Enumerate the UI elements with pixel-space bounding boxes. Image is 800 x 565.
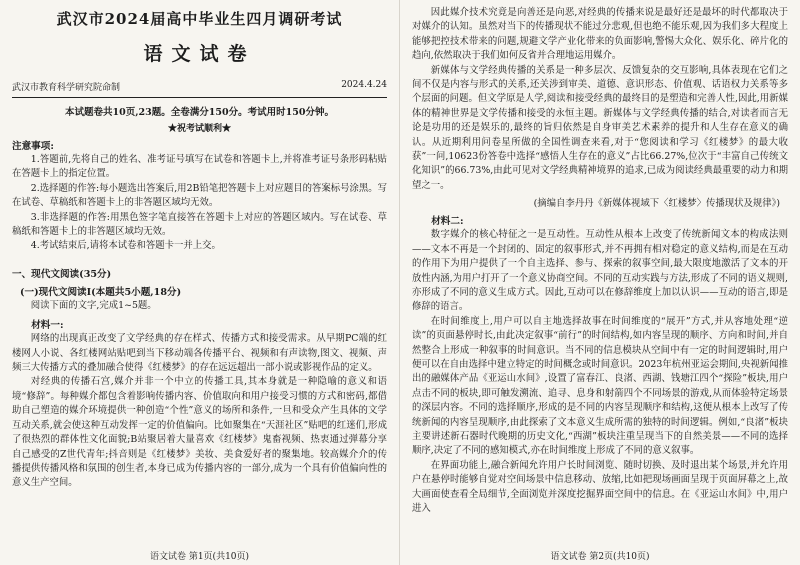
org-name: 武汉市教育科学研究院命制	[12, 83, 121, 93]
notice-item: 1.答题前,先将自己的姓名、准考证号填写在试卷和答题卡上,并将准考证号条形码粘贴在答题卡上的指定位置。	[12, 154, 387, 180]
notice-item: 3.非选择题的作答:用黑色签字笔直接答在答题卡上对应的答题区域内。写在试卷、草稿纸和答题卡上的非答题区域均无效。	[12, 211, 387, 238]
exam-wish: ★祝考试顺利★	[167, 124, 231, 134]
org-row	[12, 80, 387, 98]
paragraph: 对经典的传播石宫,媒介并非一个中立的传播工具,其本身就是一种隐喻的意义和语境“修辞”。每种媒介都包含着影响传播内容、价值取向和用户接受习惯的方式和密码,都借助自己塑造的媒介环境提供一种创造“个性”意义的场所和条件,一旦和受众产生具体的文学互动关系,就会使这种互动发挥一定的价值偏向。比如聚集在“天涯社区”贴吧的红迷们,形成了很热烈的群体性文化面貌;B站聚居着大量喜欢《红楼梦》鬼畜视频、热衷通过弹幕分享自己感受的Z世代青年;抖音则是《红楼梦》美妆、美食爱好者的聚集地。较高媒介介的传播提供传播风格和氛围的创生者,本身已成为传播内容的一部分,成为一个具有价值偏向性的意义生产空间。	[12, 376, 387, 489]
paragraph: 网络的出现真正改变了文学经典的存在样式、传播方式和接受需求。从早期PC端的红楼网人小说、各红楼网站贴吧到当下移动端各传播平台、视频和有声读物,图文、视频、声频三大传播方式的叠加融合使得《红楼梦》的存在远远超出一部小说或影视作品的定义。	[12, 333, 387, 374]
notice-item: 4.考试结束后,请将本试卷和答题卡一并上交。	[30, 240, 221, 252]
exam-info: 本试题卷共10页,23题。全卷满分150分。考试用时150分钟。	[65, 107, 334, 118]
paragraph: 新媒体与文学经典传播的关系是一种多层次、反馈复杂的交互影响,具体表现在它们之间不仅是内容与形式的关系,还关涉到审美、道德、意识形态、价值观、话语权力关系等多个层面的问题。但文学原是人学,阅读和接受经典的最终目的是塑造和完善人性,因此,用新媒体的精神世界是文学传播和接受的永恒主题。新媒体与文学经典传播的结合,对读者而言无论是功用的还是娱乐的,最终的旨归依然是自身审美艺术素养的提升和人生存在意义的确认。从近期利用问卷星所做的全国性调查来看,对于“您阅读和学习《红楼梦》的最大收获”一问,10623份答卷中选择“感悟人生存在的意义”占比66.27%,位次于“丰富自己传统文化知识”的66.73%,由此可见对文学经典精神境界的追求,已成为阅读经典最重要的动力和期望之一。	[412, 64, 788, 191]
paragraph: 数字媒介的核心特征之一是互动性。互动性从根本上改变了传统新闻文本的构成法则——文本不再是一个封闭的、固定的叙事形式,并不再拥有相对稳定的意义结构,而是在互动的作用下为用户提供了一个自主选择、参与、探索的叙事空间,最大限度地激活了文本的开放性内涵,为用户打开了一个意义协商空间。不同的互动实践与方法,形成了不同的语义规则,亦形成了不同的意义生成方式。因此,互动可以在修辞维度上加以认识——互动的语言,即是修辞的语言。	[412, 229, 788, 313]
exam-subtitle: 语文试卷	[143, 43, 256, 65]
subsection-heading: (一)现代文阅读Ⅰ(本题共5小题,18分)	[20, 286, 182, 298]
section-heading: 一、现代文阅读(35分)	[12, 268, 112, 280]
exam-title: 武汉市2024届高中毕业生四月调研考试	[56, 10, 343, 28]
page-2	[400, 0, 800, 565]
paragraph: 因此媒介技术究竟是向善还是向恶,对经典的传播来说是最好还是最坏的时代都取决于对媒介的认知。虽然对当下的传播现状不能过分悲观,但也绝不能乐观,因为我们多大程度上能够把控技术带来的问题,规避文学产业化带来的负面影响,警惕大众化、娱乐化、碎片化的趋向,依然取决于我们如何反省并合理地运用媒介。	[412, 7, 788, 62]
notice-item: 2.选择题的作答:每小题选出答案后,用2B铅笔把答题卡上对应题目的答案标号涂黑。写在试卷、草稿纸和答题卡上的非答题区域均无效。	[12, 182, 387, 209]
material-label: 材料一:	[31, 320, 64, 332]
paragraph: 在界面功能上,融合新闻允许用户长时间浏览、随时切换、及时退出某个场景,并允许用户在悬停时能够自觉对空间场景中信息移动、放缩,比如把现场画面呈现于页面屏幕之上,故大画面使查看全局细节,全面浏览并深度挖掘界面空间中的信息。在《亚运山水间》中,用户进入	[412, 459, 788, 514]
notice-heading: 注意事项:	[12, 141, 54, 152]
page-footer: 语文试卷 第2页(共10页)	[400, 549, 800, 562]
material-label: 材料二:	[431, 216, 464, 228]
instruction: 阅读下面的文字,完成1~5题。	[30, 299, 157, 311]
page-footer: 语文试卷 第1页(共10页)	[149, 552, 250, 562]
source-citation: (摘编自李丹丹《新媒体视域下〈红楼梦〉传播现状及规律》)	[533, 198, 780, 210]
paragraph: 在时间维度上,用户可以自主地选择故事在时间维度的“展开”方式,并从容地处理“逆读”的页面悬停时长,由此决定叙事“前行”的时间结构,如内容呈现的顺序、方向和时间,并自然整合上形成一种叙事的时间意识。当不同的信息模块从空间中有一定的时间逻辑时,用户便可以在自由选择中建立特定的时间概念或时间意识。2023年杭州亚运会期间,央视新闻推出的融媒体产品《亚运山水间》,设置了富春江、良渚、西湖、钱塘江四个“探险”板块,用户点击不同的板块,即可触发溯流、追寻、息身和射箭四个不同场景的游戏,从而体验特定场景的深层内容。不同的选择顺序,形成的是不同的内容呈现顺序和结构,这便从根本上改写了传统新闻的内容呈现顺序,由此探索了文本意义生成所需的独特的时间逻辑。例如,“良渚”板块主要讲述新石器时代晚期的历史文化,“西湖”板块注重呈现当下的自然美景——不同的选择顺序,决定了不同的感知模式,亦在时间维度上形成了不同的意义叙事。	[412, 315, 788, 457]
exam-date: 2024.4.24	[341, 80, 387, 90]
